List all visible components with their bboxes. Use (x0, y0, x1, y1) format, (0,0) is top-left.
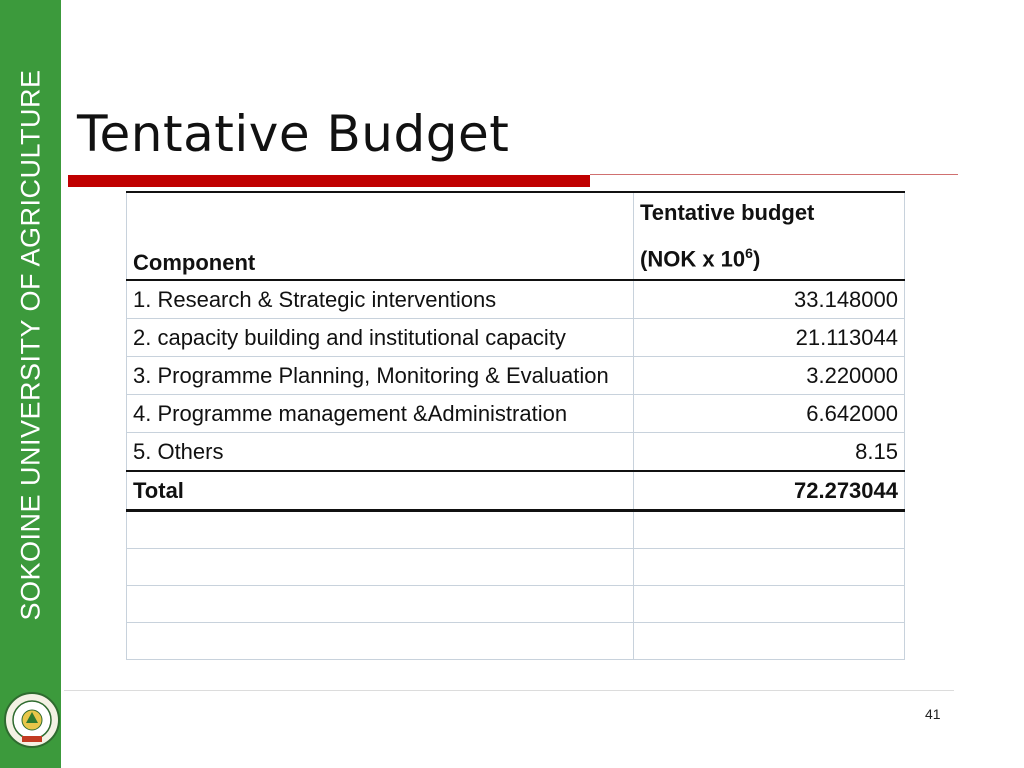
row-component: 5. Others (127, 433, 634, 472)
university-name: SOKOINE UNIVERSITY OF AGRICULTURE (15, 69, 46, 621)
header-component: Component (127, 192, 634, 280)
row-value: 6.642000 (634, 395, 905, 433)
empty-cell (634, 623, 905, 660)
slide-title: Tentative Budget (77, 105, 510, 163)
sidebar-band (0, 0, 61, 768)
table-header-row (127, 192, 905, 280)
budget-table (126, 191, 905, 660)
empty-cell (127, 511, 634, 549)
table-row (127, 433, 905, 472)
empty-row (127, 511, 905, 549)
row-value: 21.113044 (634, 319, 905, 357)
total-row (127, 471, 905, 511)
footer-divider (64, 690, 954, 691)
row-component: 4. Programme management &Administration (127, 395, 634, 433)
empty-cell (634, 586, 905, 623)
row-value: 33.148000 (634, 280, 905, 319)
row-value: 8.15 (634, 433, 905, 472)
row-value: 3.220000 (634, 357, 905, 395)
row-component: 2. capacity building and institutional capacity (127, 319, 634, 357)
header-budget-line1: Tentative budget (640, 200, 815, 225)
empty-cell (127, 549, 634, 586)
table-row (127, 357, 905, 395)
row-component: 3. Programme Planning, Monitoring & Evaluation (127, 357, 634, 395)
header-budget-suffix: ) (752, 246, 761, 272)
total-value: 72.273044 (634, 471, 905, 511)
empty-cell (127, 586, 634, 623)
table-row (127, 395, 905, 433)
table-row (127, 280, 905, 319)
empty-cell (634, 511, 905, 549)
empty-cell (127, 623, 634, 660)
header-budget-prefix: (NOK x 10 (640, 246, 746, 272)
header-budget-exponent: 6 (745, 245, 753, 261)
title-accent-rule (68, 175, 590, 187)
row-component: 1. Research & Strategic interventions (127, 280, 634, 319)
page-number: 41 (925, 706, 941, 722)
empty-cell (634, 549, 905, 586)
title-thin-rule (590, 174, 958, 175)
table-row (127, 319, 905, 357)
total-label: Total (127, 471, 634, 511)
empty-row (127, 549, 905, 586)
header-budget (634, 192, 905, 280)
empty-row (127, 586, 905, 623)
university-seal-icon (4, 692, 60, 748)
header-budget-line2 (640, 233, 898, 279)
empty-row (127, 623, 905, 660)
